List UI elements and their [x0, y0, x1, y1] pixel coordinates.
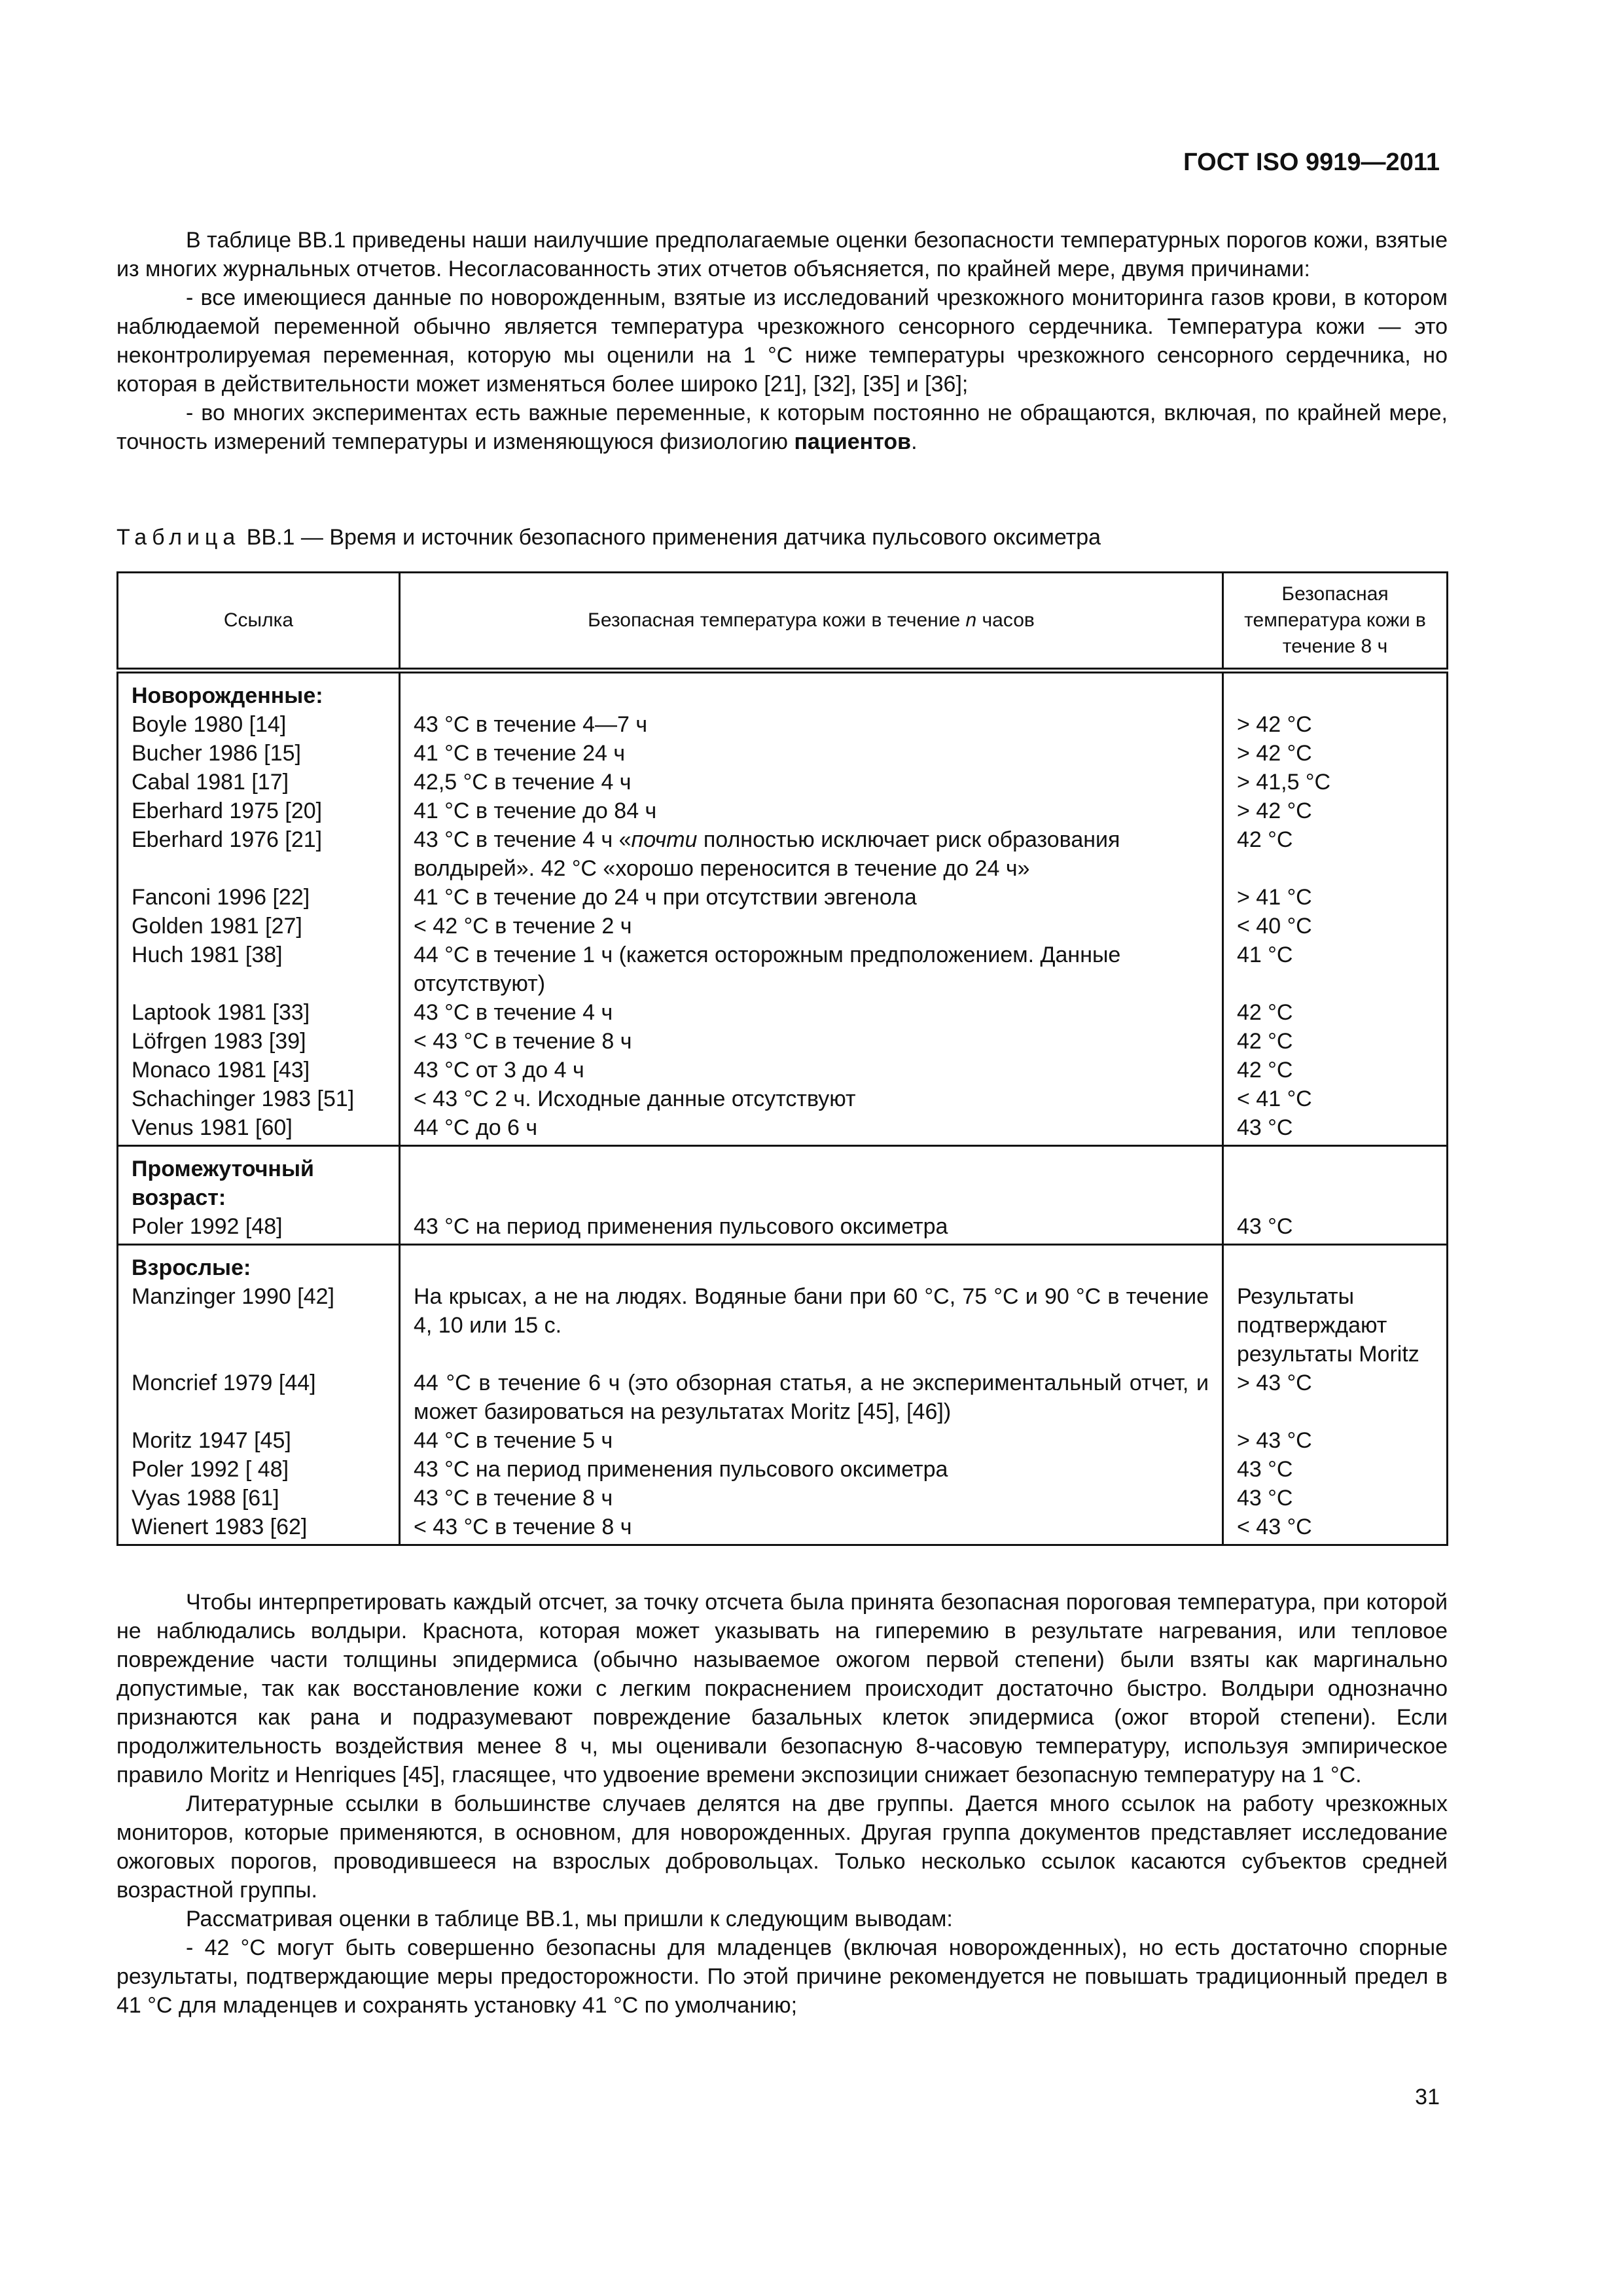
group-temp-cell — [400, 1245, 1223, 1545]
ref: Moncrief 1979 [44] — [132, 1371, 316, 1395]
temp: < 43 °С в течение 8 ч — [414, 1029, 632, 1054]
safe: 42 °С — [1237, 1000, 1293, 1025]
spacer — [1237, 1253, 1433, 1282]
temp-part: 43 °С в течение 4 ч « — [414, 827, 632, 852]
spacer — [414, 1253, 1209, 1282]
temp: 41 °С в течение 24 ч — [414, 741, 626, 766]
spacer — [1237, 854, 1433, 883]
group-temp-cell — [400, 1146, 1223, 1245]
safe: > 43 °С — [1237, 1428, 1312, 1453]
safe: > 41 °С — [1237, 885, 1312, 910]
spacer — [1237, 1397, 1433, 1426]
after-paragraph-1: Чтобы интерпретировать каждый отсчет, за точку отсчета была принята безопасная пороговая температура, при которой не наблюдались волдыри. Краснота, которая может указывать на гиперемию в результате нагревания, или тепловое повреждение части толщины эпидермиса (обычно называемое ожогом первой степени) были взяты как маргинально допустимые, так как восстановление кожи с легким покраснением происходит достаточно быстро. Волдыри однозначно признаются как рана и подразумевают повреждение базальных клеток эпидермиса (ожог второй степени). Если продолжительность воздействия менее 8 ч, мы оценивали безопасную 8-часовую температуру, используя эмпирическое правило Moritz и Henriques [45], гласящее, что удвоение времени экспозиции снижает безопасную температуру на 1 °С. — [116, 1590, 1448, 1787]
safe: 43 °С — [1237, 1457, 1293, 1482]
temp-italic: почти — [631, 827, 698, 852]
temp: 43 °С в течение 4 ч — [414, 1000, 613, 1025]
temp: 44 °С до 6 ч — [414, 1115, 538, 1140]
safe: > 41,5 °С — [1237, 770, 1331, 795]
safe: 41 °С — [1237, 942, 1293, 967]
after-paragraph-2: Литературные ссылки в большинстве случаев делятся на две группы. Дается много ссылок на работу чрезкожных мониторов, которые применяются, в основном, для новорожденных. Другая группа документов представляет исследование ожоговых порогов, проводившееся на взрослых добровольцах. Только несколько ссылок касаются субъектов средней возрастной группы. — [116, 1791, 1448, 1903]
ref: Eberhard 1976 [21] — [132, 827, 323, 852]
temp: 41 °С в течение до 84 ч — [414, 798, 657, 823]
temp: На крысах, а не на людях. Водяные бани при 60 °С, 75 °С и 90 °С в течение 4, 10 или 15 с. — [414, 1284, 1209, 1338]
ref: Löfrgen 1983 [39] — [132, 1029, 306, 1054]
table-group-newborns — [118, 671, 1448, 1146]
ref: Poler 1992 [ 48] — [132, 1457, 289, 1482]
ref: Schachinger 1983 [51] — [132, 1086, 355, 1111]
ref: Poler 1992 [48] — [132, 1214, 283, 1239]
header-col2-start: Безопасная температура кожи в течение — [588, 609, 966, 631]
group-ref-cell — [118, 1245, 400, 1545]
temp: < 43 °С в течение 8 ч — [414, 1515, 632, 1539]
safe: > 42 °С — [1237, 712, 1312, 737]
header-col2-end: часов — [976, 609, 1035, 631]
temp — [414, 825, 1209, 883]
temp: 41 °С в течение до 24 ч при отсутствии эвгенола — [414, 885, 917, 910]
safe: > 42 °С — [1237, 741, 1312, 766]
intro-paragraph-3-bold: пациентов — [794, 429, 912, 454]
ref: Vyas 1988 [61] — [132, 1486, 279, 1511]
intro-paragraph-3-end: . — [911, 429, 918, 454]
ref: Wienert 1983 [62] — [132, 1515, 308, 1539]
safety-table — [116, 571, 1448, 1546]
spacer — [1237, 681, 1433, 710]
safe: 42 °С — [1237, 1058, 1293, 1083]
spacer — [132, 1397, 385, 1426]
safe: 43 °С — [1237, 1486, 1293, 1511]
header-col2-n: n — [965, 609, 977, 631]
document-header: ГОСТ ISO 9919—2011 — [1183, 149, 1440, 176]
table-caption-label: Таблица — [116, 525, 241, 550]
header-safe-temp-8h: Безопасная температура кожи в течение 8 ч — [1223, 573, 1448, 671]
temp: 43 °С на период применения пульсового оксиметра — [414, 1214, 948, 1239]
ref: Huch 1981 [38] — [132, 942, 283, 967]
group-title: Промежуточный возраст: — [132, 1157, 314, 1210]
ref: Venus 1981 [60] — [132, 1115, 293, 1140]
ref: Manzinger 1990 [42] — [132, 1284, 334, 1309]
safe: 43 °С — [1237, 1115, 1293, 1140]
spacer — [132, 1340, 385, 1369]
intro-paragraph-1: В таблице ВВ.1 приведены наши наилучшие предполагаемые оценки безопасности температурных порогов кожи, взятые из многих журнальных отчетов. Несогласованность этих отчетов объясняется, по крайней мере, двумя причинами: — [116, 228, 1448, 281]
group-ref-cell — [118, 1146, 400, 1245]
spacer — [414, 1183, 1209, 1212]
temp: < 42 °С в течение 2 ч — [414, 914, 632, 939]
table-group-adults — [118, 1245, 1448, 1545]
safe: < 41 °С — [1237, 1086, 1312, 1111]
table-caption-text: ВВ.1 — Время и источник безопасного применения датчика пульсового оксиметра — [240, 525, 1101, 550]
safe: > 43 °С — [1237, 1371, 1312, 1395]
intro-paragraph-2: - все имеющиеся данные по новорожденным, взятые из исследований чрезкожного мониторинга газов крови, в котором наблюдаемой переменной обычно является температура чрезкожного сенсорного сердечника. Температура кожи — это неконтролируемая переменная, которую мы оценили на 1 °С ниже температуры чрезкожного сенсорного сердечника, но которая в действительности может изменяться более широко [21], [32], [35] и [36]; — [116, 285, 1448, 397]
group-title: Новорожденные: — [132, 683, 323, 708]
ref: Laptook 1981 [33] — [132, 1000, 310, 1025]
intro-paragraph-3-start: - во многих экспериментах есть важные переменные, к которым постоянно не обращаются, включая, по крайней мере, точность измерений температуры и изменяющуюся физиологию — [116, 401, 1448, 454]
group-temp-cell — [400, 671, 1223, 1146]
group-ref-cell — [118, 671, 400, 1146]
temp: 43 °С от 3 до 4 ч — [414, 1058, 584, 1083]
temp: < 43 °С 2 ч. Исходные данные отсутствуют — [414, 1086, 856, 1111]
group-safe-cell — [1223, 1146, 1448, 1245]
after-paragraph-4: - 42 °С могут быть совершенно безопасны для младенцев (включая новорожденных), но есть достаточно спорные результаты, подтверждающие меры предосторожности. По этой причине рекомендуется не повышать традиционный предел в 41 °С для младенцев и сохранять установку 41 °С по умолчанию; — [116, 1935, 1448, 2018]
ref: Fanconi 1996 [22] — [132, 885, 310, 910]
ref: Bucher 1986 [15] — [132, 741, 301, 766]
intro-text — [116, 226, 1448, 456]
group-safe-cell — [1223, 1245, 1448, 1545]
temp: 43 °С в течение 4—7 ч — [414, 712, 648, 737]
ref: Eberhard 1975 [20] — [132, 798, 323, 823]
spacer — [132, 854, 385, 883]
safe: 42 °С — [1237, 1029, 1293, 1054]
temp: 44 °С в течение 5 ч — [414, 1428, 613, 1453]
spacer — [1237, 1155, 1433, 1183]
temp: 42,5 °С в течение 4 ч — [414, 770, 632, 795]
table-group-intermediate — [118, 1146, 1448, 1245]
safe: 43 °С — [1237, 1214, 1293, 1239]
table-header-row — [118, 573, 1448, 671]
temp: 44 °С в течение 6 ч (это обзорная статья, а не экспериментальный отчет, и может базироваться на результатах Moritz [45], [46]) — [414, 1371, 1209, 1424]
ref: Monaco 1981 [43] — [132, 1058, 310, 1083]
spacer — [414, 1340, 1209, 1369]
temp-part: полностью исключает риск образования волдырей». 42 °С «хорошо переносится в течение до 24 ч» — [414, 827, 1120, 881]
spacer — [1237, 969, 1433, 998]
temp: 44 °С в течение 1 ч (кажется осторожным предположением. Данные отсутствуют) — [414, 942, 1121, 996]
after-paragraph-3: Рассматривая оценки в таблице ВВ.1, мы пришли к следующим выводам: — [186, 1907, 953, 1931]
intro-paragraph-3 — [116, 399, 1448, 456]
header-reference: Ссылка — [118, 573, 400, 671]
safe: Результаты подтверждают результаты Moritz — [1237, 1284, 1419, 1367]
spacer — [132, 1311, 385, 1340]
spacer — [132, 969, 385, 998]
ref: Moritz 1947 [45] — [132, 1428, 291, 1453]
ref: Cabal 1981 [17] — [132, 770, 289, 795]
group-title: Взрослые: — [132, 1255, 251, 1280]
temp: 43 °С на период применения пульсового оксиметра — [414, 1457, 948, 1482]
safe: < 40 °С — [1237, 914, 1312, 939]
page-number: 31 — [1415, 2085, 1440, 2109]
ref: Boyle 1980 [14] — [132, 712, 287, 737]
header-safe-temp-n-hours — [400, 573, 1223, 671]
temp: 43 °С в течение 8 ч — [414, 1486, 613, 1511]
ref: Golden 1981 [27] — [132, 914, 302, 939]
safe: < 43 °С — [1237, 1515, 1312, 1539]
table-caption — [116, 523, 1448, 552]
safe: 42 °С — [1237, 827, 1293, 852]
safe: > 42 °С — [1237, 798, 1312, 823]
spacer — [414, 1155, 1209, 1183]
after-text — [116, 1588, 1448, 2020]
spacer — [1237, 1183, 1433, 1212]
group-safe-cell — [1223, 671, 1448, 1146]
spacer — [414, 681, 1209, 710]
